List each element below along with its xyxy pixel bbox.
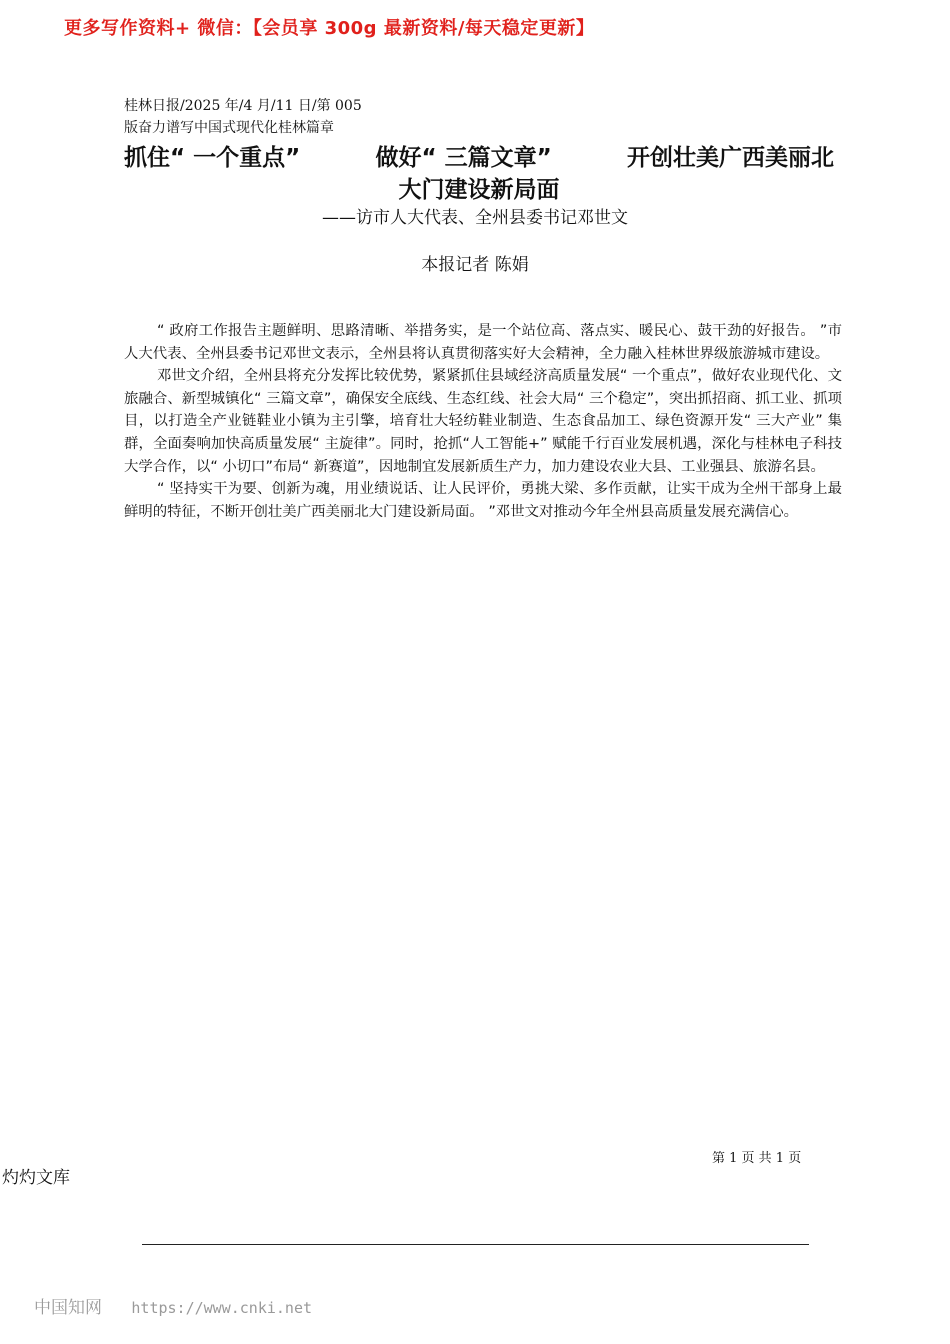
newspaper-source: 桂林日报/2025 年/4 月/11 日/第 005 <box>124 98 362 114</box>
headline-part-2: 做好“ 三篇文章” <box>375 145 552 171</box>
headline <box>124 142 834 206</box>
headline-part-1: 抓住“ 一个重点” <box>124 145 301 171</box>
headline-part-3: 开创壮美广西美丽北 <box>627 145 834 171</box>
paragraph: “ 坚持实干为要、创新为魂，用业绩说话、让人民评价，勇挑大梁、多作贡献，让实干成为全州干部身上最鲜明的特征，不断开创壮美广西美丽北大门建设新局面。 ”邓世文对推动今年全州县高质量发展充满信心。 <box>124 481 842 520</box>
page-number: 第 1 页 共 1 页 <box>712 1151 802 1166</box>
watermark-label: 灼灼文库 <box>2 1168 70 1188</box>
article-body <box>124 320 842 523</box>
footer-site-name: 中国知网 <box>34 1298 102 1318</box>
byline: 本报记者 陈娟 <box>421 255 529 275</box>
footer-url-link[interactable]: https://www.cnki.net <box>131 1299 313 1317</box>
footer-divider <box>142 1244 809 1245</box>
paragraph: “ 政府工作报告主题鲜明、思路清晰、举措务实，是一个站位高、落点实、暖民心、鼓干劲的好报告。 ”市人大代表、全州县委书记邓世文表示，全州县将认真贯彻落实好大会精神，全力融入桂林世界级旅游城市建设。 <box>124 323 842 362</box>
footer <box>34 1293 312 1318</box>
promo-banner: 更多写作资料+ 微信：【会员享 300g 最新资料/每天稳定更新】 <box>64 18 595 39</box>
paragraph: 邓世文介绍，全州县将充分发挥比较优势，紧紧抓住县域经济高质量发展“ 一个重点”，做好农业现代化、文旅融合、新型城镇化“ 三篇文章”，确保安全底线、生态红线、社会大局“ 三个稳定”，突出抓招商、抓工业、抓项目，以打造全产业链鞋业小镇为主引擎，培育壮大轻纺鞋业制造、生态食品加工、绿色资源开发“ 三大产业” 集群，全面奏响加快高质量发展“ 主旋律”。同时，抢抓“人工智能+” 赋能千行百业发展机遇，深化与桂林电子科技大学合作，以“ 小切口”布局“ 新赛道”，因地制宜发展新质生产力，加力建设农业大县、工业强县、旅游名县。 <box>124 368 842 475</box>
section-title: 版奋力谱写中国式现代化桂林篇章 <box>124 120 334 136</box>
headline-part-4: 大门建设新局面 <box>398 177 560 203</box>
subtitle: ——访市人大代表、全州县委书记邓世文 <box>322 208 628 228</box>
